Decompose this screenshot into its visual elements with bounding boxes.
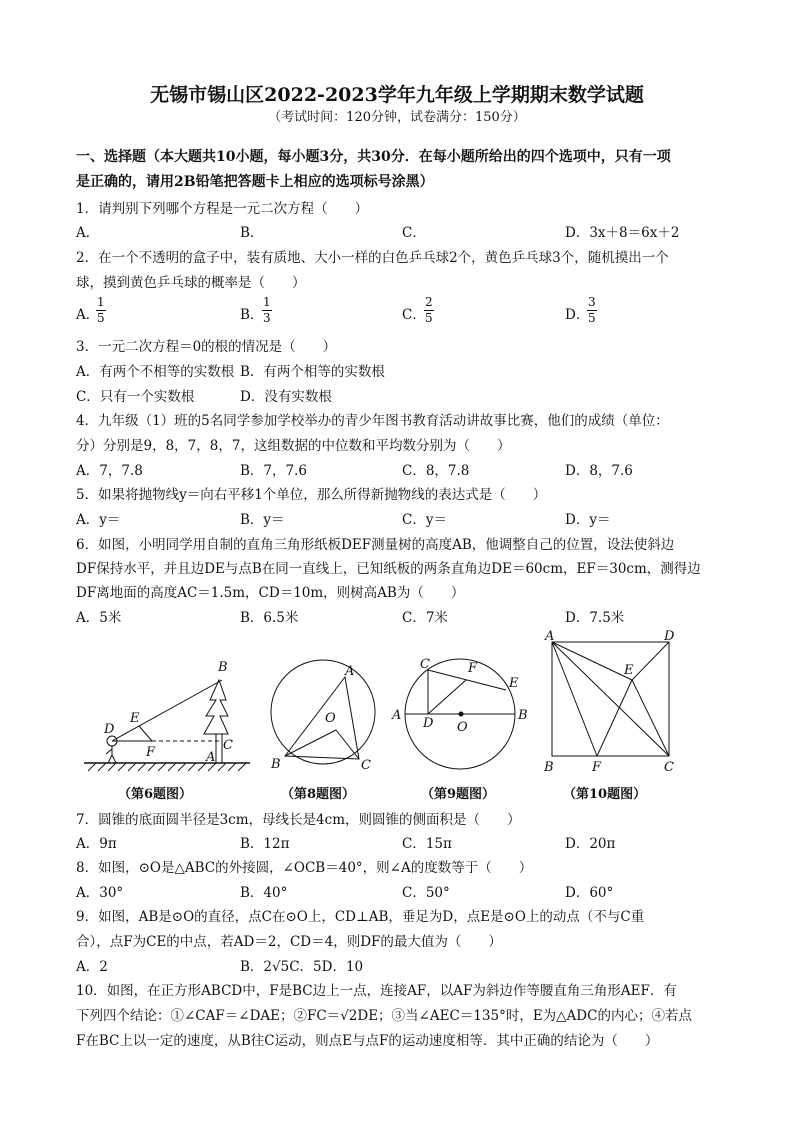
- section-heading-line2: 是正确的，请用2B铅笔把答题卡上相应的选项标号涂黑）: [76, 174, 434, 190]
- q1-stem: 1．请判别下列哪个方程是一元二次方程（ ）: [76, 201, 369, 217]
- q6-option-a: A．5米: [76, 610, 122, 626]
- fig9-label-d: D: [423, 716, 434, 731]
- fig8-label-a: A: [345, 664, 355, 679]
- q6-stem-line1: 6．如图，小明同学用自制的直角三角形纸板DEF测量树的高度AB，他调整自己的位置，设法使斜边: [76, 537, 675, 553]
- q10-stem-line2: 下列四个结论：①∠CAF＝∠DAE；②FC＝√2DE；③当∠AEC＝135°时，E为△ADC的内心；④若点: [76, 1008, 692, 1024]
- section-heading-line1: 一、选择题（本大题共10小题，每小题3分，共30分．在每小题所给出的四个选项中，只有一项: [76, 149, 671, 165]
- q3-option-b: B．有两个相等的实数根: [240, 364, 385, 380]
- q4-option-d: D．8，7.6: [565, 463, 633, 479]
- q9-option-bcd: B．2√5C．5D．10: [240, 959, 364, 975]
- q5-option-d: D．y＝: [565, 512, 611, 528]
- fig10-label-e: E: [624, 663, 634, 678]
- q8-option-d: D．60°: [565, 885, 614, 901]
- figure-9: [405, 659, 515, 769]
- fig9-label-a: A: [392, 708, 402, 723]
- q3-option-c: C．只有一个实数根: [76, 389, 195, 405]
- page-subtitle: （考试时间：120分钟，试卷满分：150分）: [268, 110, 526, 125]
- fig6-label-f: F: [146, 745, 156, 760]
- q2-option-b: B．: [240, 307, 264, 323]
- page-title: 无锡市锡山区2022-2023学年九年级上学期期末数学试题: [150, 84, 644, 106]
- q8-option-b: B．40°: [240, 885, 288, 901]
- fig9-label-b: B: [518, 708, 528, 723]
- q4-stem-line1: 4．九年级（1）班的5名同学参加学校举办的青少年图书教育活动讲故事比赛，他们的成绩（单位：: [76, 413, 669, 429]
- q2-option-a: A．: [76, 307, 100, 323]
- q1-option-a: A．: [76, 225, 100, 241]
- q7-option-c: C．15π: [402, 836, 452, 852]
- q5-option-b: B．y＝: [240, 512, 285, 528]
- q2-option-d-fraction: $\frac{3}{5}$: [588, 295, 596, 325]
- q1-option-d: D．3x＋8＝6x＋2: [565, 225, 680, 241]
- q6-option-b: B．6.5米: [240, 610, 299, 626]
- q3-option-a: A．有两个不相等的实数根: [76, 364, 235, 380]
- figure-10-caption: （第10题图）: [563, 787, 647, 802]
- fig10-label-b: B: [544, 760, 554, 775]
- q4-option-a: A．7，7.8: [76, 463, 143, 479]
- q10-stem-line1: 10．如图，在正方形ABCD中，F是BC边上一点，连接AF，以AF为斜边作等腰直角三角形AEF．有: [76, 983, 677, 999]
- figure-8: [271, 660, 375, 764]
- q6-option-c: C．7米: [402, 610, 448, 626]
- q2-option-c-fraction: $\frac{2}{5}$: [425, 295, 433, 325]
- q7-stem: 7．圆锥的底面圆半径是3cm，母线长是4cm，则圆锥的侧面积是（ ）: [76, 812, 521, 828]
- figure-6-labels: [103, 660, 233, 765]
- q2-option-d: D．: [565, 307, 590, 323]
- fig6-label-e: E: [130, 711, 140, 726]
- q1-option-c: C．: [402, 225, 426, 241]
- q6-stem-line2: DF保持水平，并且边DE与点B在同一直线上，已知纸板的两条直角边DE＝60cm，EF＝30cm，测得边: [76, 561, 701, 577]
- q3-option-d: D．没有实数根: [240, 389, 332, 405]
- q4-stem-line2: 分）分别是9，8，7，8，7，这组数据的中位数和平均数分别为（ ）: [76, 438, 511, 454]
- q8-option-a: A．30°: [76, 885, 124, 901]
- fig6-label-b: B: [218, 660, 228, 675]
- fig6-label-c: C: [223, 738, 233, 753]
- fig10-label-a: A: [545, 629, 555, 644]
- fig6-label-a: A: [206, 750, 216, 765]
- q6-option-d: D．7.5米: [565, 610, 625, 626]
- q9-stem-line1: 9．如图，AB是⊙O的直径，点C在⊙O上，CD⊥AB，垂足为D，点E是⊙O上的动点（不与C重: [76, 909, 645, 925]
- q2-option-c: C．: [402, 307, 426, 323]
- figure-9-labels: [391, 657, 528, 735]
- q6-stem-line3: DF离地面的高度AC＝1.5m，CD＝10m，则树高AB为（ ）: [76, 585, 465, 601]
- figure-8-labels: [270, 664, 371, 773]
- fig8-label-b: B: [271, 757, 281, 772]
- figure-8-caption: （第8题图）: [281, 787, 356, 802]
- fig9-label-f: F: [468, 661, 478, 676]
- fig10-label-c: C: [664, 760, 674, 775]
- q1-option-b: B．: [240, 225, 264, 241]
- q10-stem-line3: F在BC上以一定的速度，从B往C运动，则点E与点F的运动速度相等．其中正确的结论为（ ）: [76, 1033, 659, 1049]
- q8-option-c: C．50°: [402, 885, 450, 901]
- q5-option-c: C．y＝: [402, 512, 447, 528]
- q9-option-a: A．2: [76, 959, 108, 975]
- figure-10-labels: [543, 629, 675, 775]
- fig8-label-c: C: [361, 758, 371, 773]
- figure-9-caption: （第9题图）: [421, 787, 496, 802]
- fig9-label-c: C: [420, 657, 430, 672]
- fig6-label-d: D: [104, 722, 115, 737]
- q2-stem-line2: 球，摸到黄色乒乓球的概率是（ ）: [76, 275, 306, 291]
- q7-option-a: A．9π: [76, 836, 117, 852]
- q4-option-b: B．7，7.6: [240, 463, 307, 479]
- figure-6-caption: （第6题图）: [118, 787, 193, 802]
- q3-stem: 3．一元二次方程＝0的根的情况是（ ）: [76, 339, 337, 355]
- q2-option-b-fraction: $\frac{1}{3}$: [263, 295, 271, 325]
- fig8-label-o: O: [325, 711, 336, 726]
- q2-stem-line1: 2．在一个不透明的盒子中，装有质地、大小一样的白色乒乓球2个，黄色乒乓球3个，随机摸出一个: [76, 250, 669, 266]
- fig10-label-d: D: [664, 629, 675, 644]
- fig10-label-f: F: [592, 760, 602, 775]
- q8-stem: 8．如图，⊙O是△ABC的外接圆，∠OCB＝40°，则∠A的度数等于（ ）: [76, 860, 533, 876]
- q2-option-a-fraction: $\frac{1}{5}$: [97, 295, 105, 325]
- figure-10: [552, 642, 669, 756]
- q4-option-c: C．8，7.8: [402, 463, 470, 479]
- fig9-label-o: O: [457, 720, 468, 735]
- fig9-label-e: E: [509, 676, 519, 691]
- q5-option-a: A．y＝: [76, 512, 121, 528]
- q9-stem-line2: 合），点F为CE的中点，若AD＝2，CD＝4，则DF的最大值为（ ）: [76, 934, 502, 950]
- q5-stem: 5．如果将抛物线y＝向右平移1个单位，那么所得新抛物线的表达式是（ ）: [76, 487, 547, 503]
- q7-option-b: B．12π: [240, 836, 290, 852]
- q7-option-d: D．20π: [565, 836, 616, 852]
